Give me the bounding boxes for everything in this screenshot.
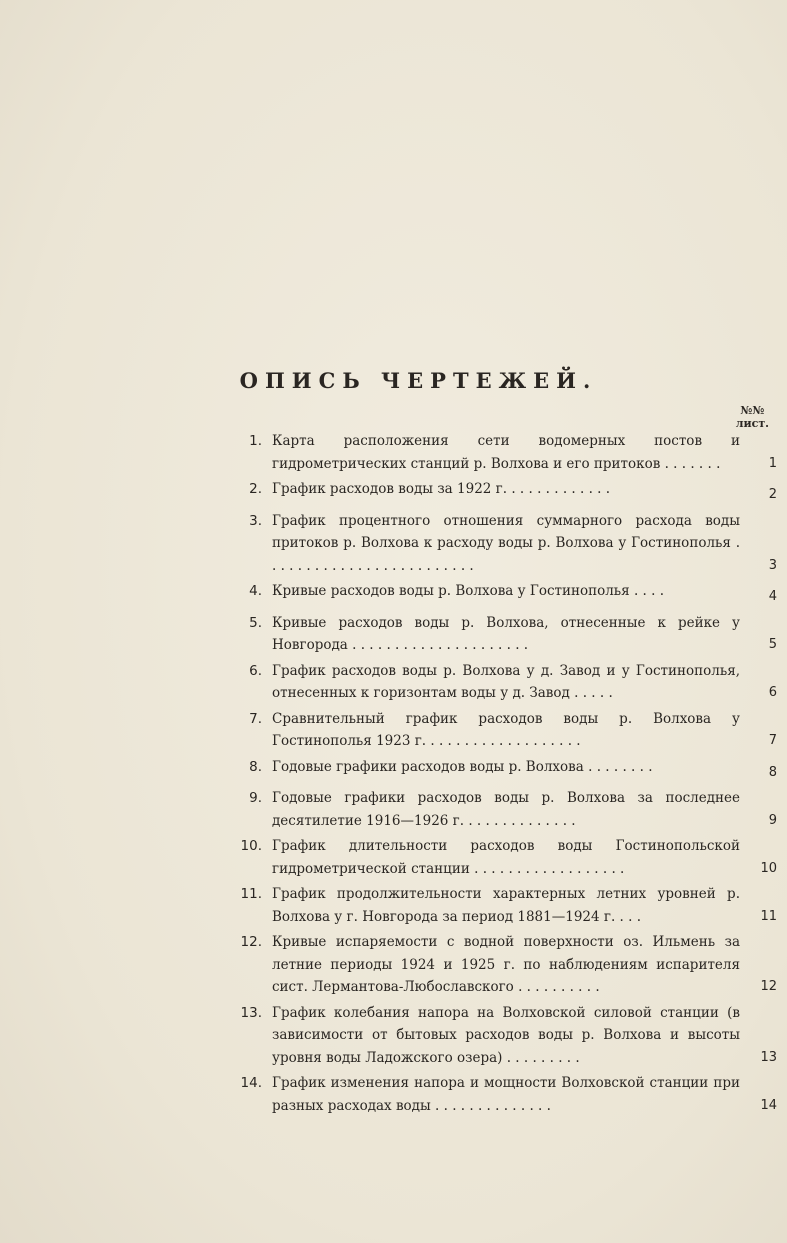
list-item: [222, 835, 777, 880]
list-item: [222, 430, 777, 475]
entry-number: 12.: [240, 934, 262, 950]
list-item: [222, 1072, 777, 1117]
entry-sheet: 2: [768, 487, 777, 502]
entry-sheet: 3: [768, 557, 777, 573]
entry-sheet: 6: [768, 685, 777, 700]
sheet-column-header-numbers: №№: [740, 404, 765, 417]
entry-sheet: 1: [768, 455, 777, 471]
entry-sheet: 8: [768, 764, 777, 780]
entry-number: 5.: [249, 614, 262, 631]
entry-number: 13.: [240, 1004, 262, 1021]
list-item: [222, 510, 777, 578]
entry-number: 8.: [249, 758, 262, 775]
entry-title: Кривые расходов воды р. Волхова, отнесенные к рейке у Новгорода . . . . . . . . . . . . . . . . . . . . .: [272, 614, 740, 653]
list-item: [222, 756, 777, 785]
entry-number: 1.: [249, 433, 262, 449]
list-item: [222, 708, 777, 753]
entry-title: График длительности расходов воды Гостинопольской гидрометрической станции . . . . . . . . . . . . . . . . . .: [272, 838, 740, 877]
entry-title: График процентного отношения суммарного расхода воды притоков р. Волхова к расходу воды р. Волхова у Гостинополья . . . . . . . . . . . . . . . . . . . . . . . . .: [272, 512, 740, 574]
page-title: ОПИСЬ ЧЕРТЕЖЕЙ.: [239, 368, 598, 393]
entry-title: Сравнительный график расходов воды р. Волхова у Гостинополья 1923 г. . . . . . . . . . . . . . . . . . .: [272, 710, 740, 749]
entry-sheet: 13: [760, 1049, 777, 1065]
entry-sheet: 7: [768, 733, 777, 748]
entry-title: График изменения напора и мощности Волховской станции при разных расходах воды . . . . . . . . . . . . . .: [272, 1075, 740, 1114]
entry-title: Карта расположения сети водомерных постов и гидрометрических станций р. Волхова и его притоков . . . . . . .: [272, 433, 740, 472]
entry-title: Годовые графики расходов воды р. Волхова за последнее десятилетие 1916—1926 г. . . . . . . . . . . . . .: [272, 790, 740, 829]
entry-title: График расходов воды за 1922 г. . . . . . . . . . . . .: [272, 481, 611, 497]
entry-sheet: 11: [760, 908, 777, 924]
entry-number: 9.: [249, 790, 262, 806]
entry-sheet: 9: [768, 812, 777, 828]
entry-title: Кривые испаряемости с водной поверхности оз. Ильмень за летние периоды 1924 и 1925 г. по наблюдениям испарителя сист. Лермантова-Любославского . . . . . . . . . .: [272, 934, 740, 995]
sheet-column-header-label: лист.: [735, 417, 769, 430]
entry-number: 7.: [249, 710, 262, 727]
entry-sheet: 4: [768, 589, 777, 604]
list-item: [222, 1002, 777, 1070]
entry-number: 2.: [249, 481, 262, 497]
list-item: [222, 883, 777, 928]
list-item: [222, 787, 777, 832]
entry-title: Годовые графики расходов воды р. Волхова . . . . . . . .: [272, 758, 653, 775]
drawings-list: [222, 430, 777, 1120]
entry-title: График колебания напора на Волховской силовой станции (в зависимости от бытовых расходов воды р. Волхова и высоты уровня воды Ладожского озера) . . . . . . . . .: [272, 1004, 740, 1066]
list-item: [222, 478, 777, 507]
entry-sheet: 12: [760, 979, 777, 994]
list-item: [222, 612, 777, 657]
entry-number: 10.: [240, 838, 262, 854]
entry-number: 4.: [249, 583, 262, 599]
entry-sheet: 5: [768, 637, 777, 652]
list-item: [222, 660, 777, 705]
list-item: [222, 931, 777, 999]
entry-number: 11.: [240, 886, 262, 902]
entry-number: 3.: [249, 512, 262, 529]
entry-sheet: 14: [760, 1097, 777, 1113]
entry-number: 6.: [249, 662, 262, 679]
list-item: [222, 580, 777, 609]
entry-title: График продолжительности характерных летних уровней р. Волхова у г. Новгорода за период 1881—1924 г. . . .: [272, 886, 740, 925]
entry-title: Кривые расходов воды р. Волхова у Гостинополья . . . .: [272, 583, 664, 599]
entry-number: 14.: [240, 1075, 262, 1091]
sheet-column-header: [736, 404, 769, 430]
entry-title: График расходов воды р. Волхова у д. Завод и у Гостинополья, отнесенных к горизонтам воды у д. Завод . . . . .: [272, 662, 740, 701]
entry-sheet: 10: [760, 860, 777, 876]
